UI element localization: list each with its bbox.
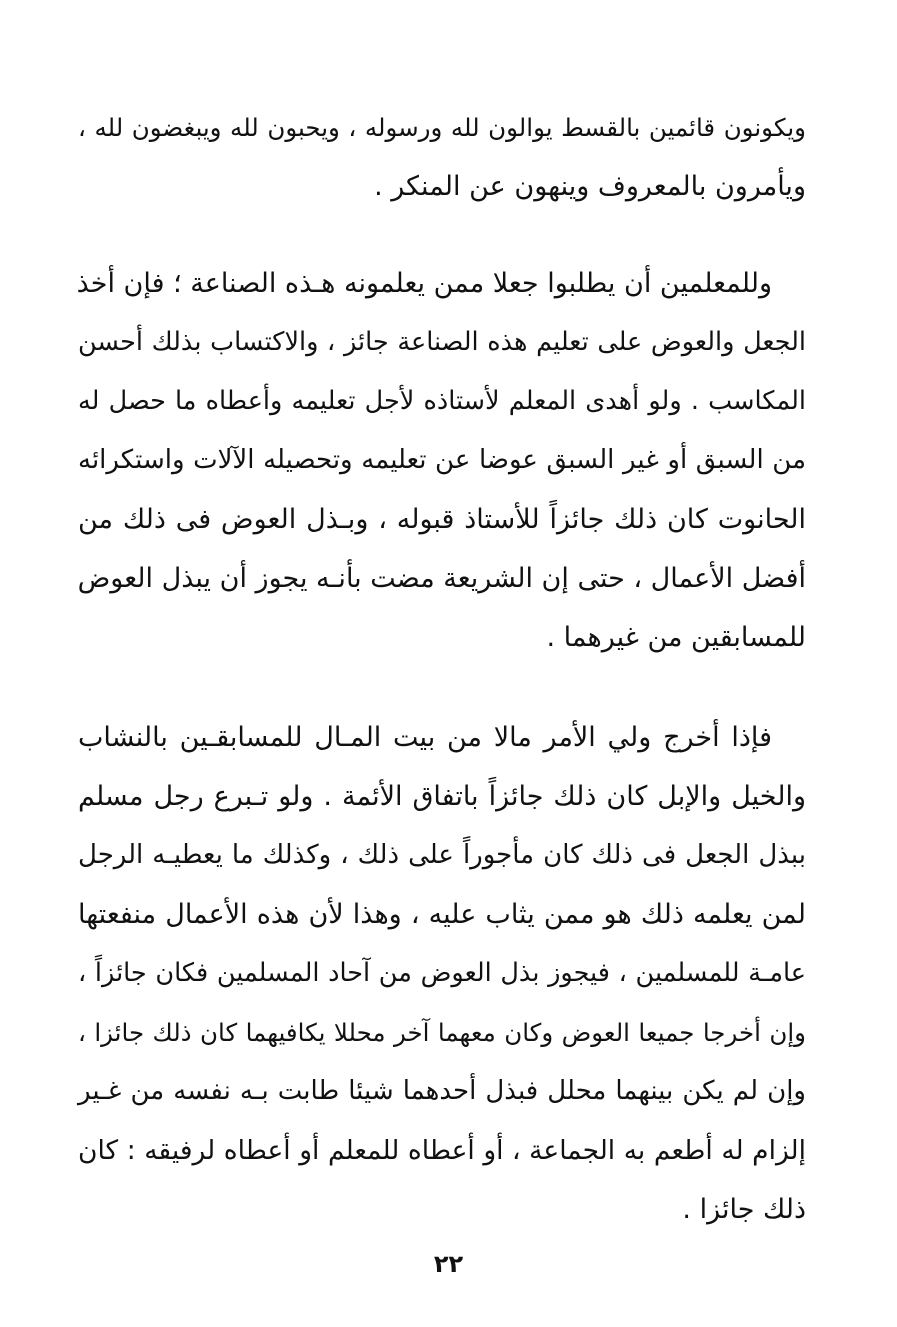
text-line: إلزام له أطعم به الجماعة ، أو أعطاه للمعلم أو أعطاه لرفيقه : كان [78,1135,806,1166]
paragraph-1 [78,98,806,216]
text-line: أفضل الأعمال ، حتى إن الشريعة مضت بأنـه يجوز أن يبذل العوض [77,563,806,594]
text-line: المكاسب . ولو أهدى المعلم لأستاذه لأجل تعليمه وأعطاه ما حصل له [78,386,806,416]
text-line: وإن لم يكن بينهما محلل فبذل أحدهما شيئا طابت بـه نفسه من غـير [78,1076,806,1106]
text-line: ذلك جائزا . [682,1194,806,1225]
text-line: وإن أخرجا جميعا العوض وكان معهما آخر محللا يكافيهما كان ذلك جائزا ، [78,1018,806,1047]
text-line: للمسابقين من غيرهما . [546,622,806,653]
text-line: الجعل والعوض على تعليم هذه الصناعة جائز ، والاكتساب بذلك أحسن [78,327,806,357]
text-line: ويكونون قائمين بالقسط يوالون لله ورسوله ، ويحبون لله ويبغضون لله ، [78,113,806,142]
text-line: ويأمرون بالمعروف وينهون عن المنكر . [374,171,806,202]
text-line: من السبق أو غير السبق عوضا عن تعليمه وتحصيله الآلات واستكرائه [78,445,806,475]
paragraph-spacer [78,216,806,254]
paragraph-spacer [78,667,806,708]
text-line: الحانوت كان ذلك جائزاً للأستاذ قبوله ، وبـذل العوض فى ذلك من [78,504,806,535]
text-line: وللمعلمين أن يطلبوا جعلا ممن يعلمونه هـذه الصناعة ؛ فإن أخذ [76,268,772,299]
text-line: ببذل الجعل فى ذلك كان مأجوراً على ذلك ، وكذلك ما يعطيـه الرجل [78,840,806,870]
text-line: والخيل والإبل كان ذلك جائزاً باتفاق الأئمة . ولو تـبرع رجل مسلم [78,781,806,812]
paragraph-3 [78,708,806,1239]
paragraph-2 [78,254,806,667]
text-line: فإذا أخرج ولي الأمر مالا من بيت المـال للمسابقـين بالنشاب [78,722,772,753]
text-line: لمن يعلمه ذلك هو ممن يثاب عليه ، وهذا لأن هذه الأعمال منفعتها [78,899,806,930]
page-body [78,98,806,1239]
page-number: ٢٢ [433,1250,464,1278]
text-line: عامـة للمسلمين ، فيجوز بذل العوض من آحاد المسلمين فكان جائزاً ، [78,958,806,988]
